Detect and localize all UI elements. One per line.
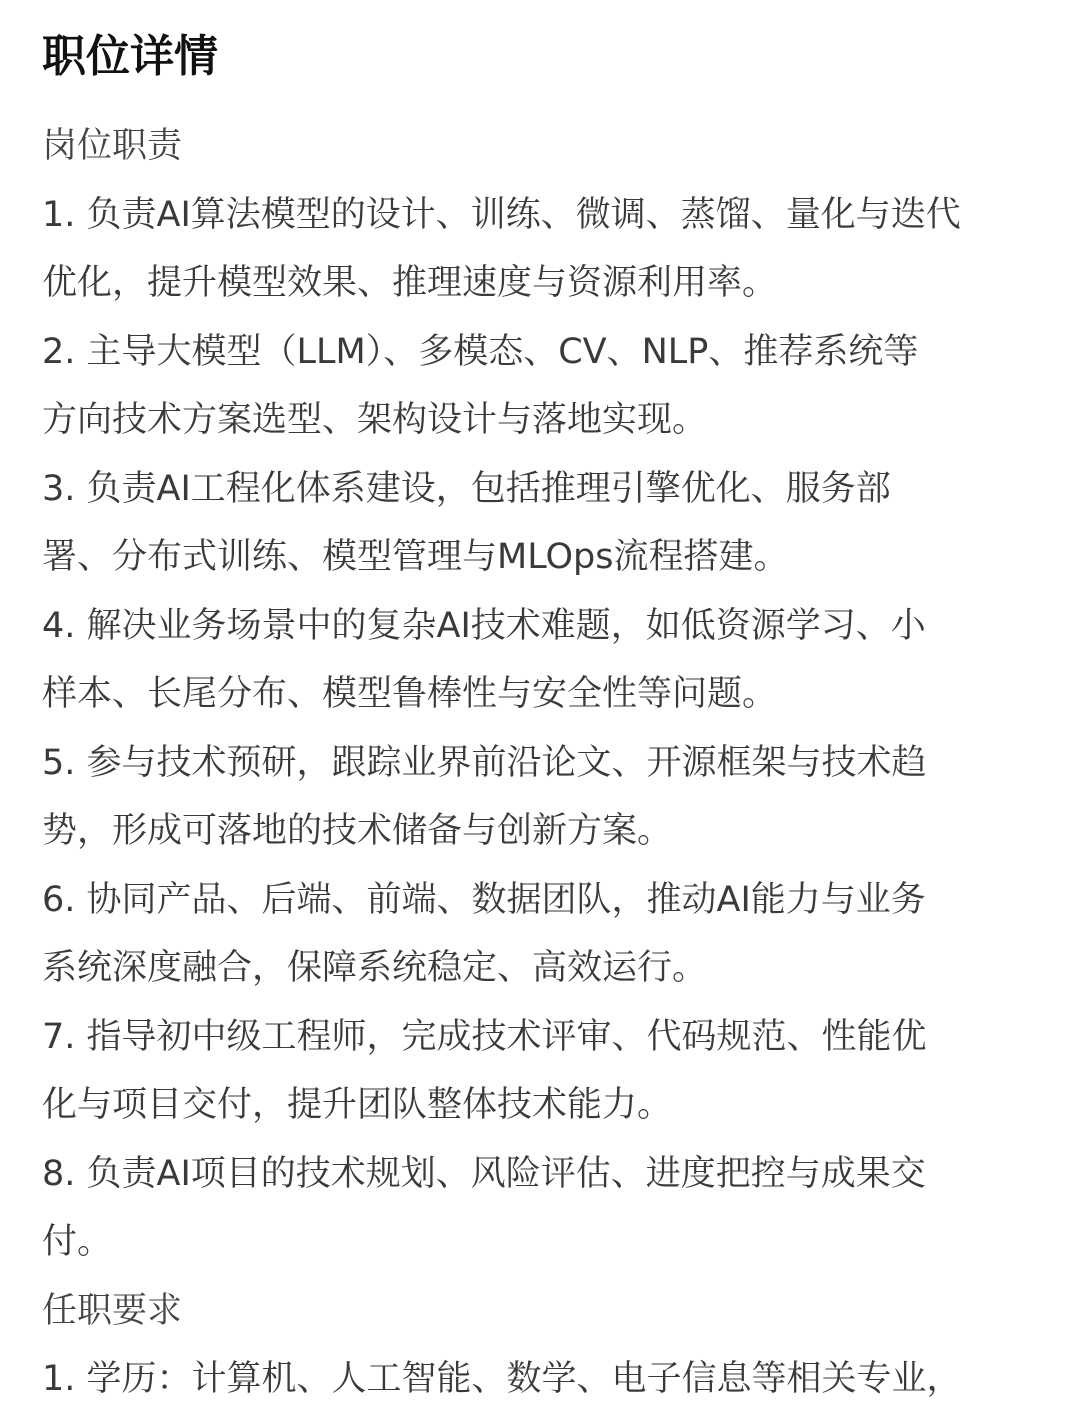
section-heading-responsibilities: 岗位职责 (42, 126, 183, 166)
responsibility-line: 1. 负责AI算法模型的设计、训练、微调、蒸馏、量化与迭代 (42, 194, 961, 235)
responsibility-line: 2. 主导大模型（LLM）、多模态、CV、NLP、推荐系统等 (42, 331, 919, 372)
job-description (42, 112, 1042, 1414)
responsibility-line: 6. 协同产品、后端、前端、数据团队，推动AI能力与业务 (42, 879, 926, 920)
responsibility-line: 5. 参与技术预研，跟踪业界前沿论文、开源框架与技术趋 (42, 742, 927, 783)
responsibility-line: 8. 负责AI项目的技术规划、风险评估、进度把控与成果交 (42, 1153, 926, 1194)
responsibility-line: 署、分布式训练、模型管理与MLOps流程搭建。 (42, 537, 789, 577)
responsibility-line: 付。 (42, 1222, 113, 1262)
section-heading-requirements: 任职要求 (42, 1290, 183, 1331)
responsibility-line: 势，形成可落地的技术储备与创新方案。 (42, 811, 673, 851)
responsibility-line: 化与项目交付，提升团队整体技术能力。 (42, 1085, 673, 1125)
responsibility-line: 样本、长尾分布、模型鲁棒性与安全性等问题。 (42, 674, 778, 714)
responsibility-line: 7. 指导初中级工程师，完成技术评审、代码规范、性能优 (42, 1016, 927, 1057)
responsibility-line: 3. 负责AI工程化体系建设，包括推理引擎优化、服务部 (42, 468, 891, 509)
page-title: 职位详情 (42, 31, 218, 82)
requirement-line: 1. 学历：计算机、人工智能、数学、电子信息等相关专业， (42, 1359, 962, 1399)
responsibility-line: 方向技术方案选型、架构设计与落地实现。 (42, 400, 708, 440)
responsibility-line: 优化，提升模型效果、推理速度与资源利用率。 (42, 263, 778, 303)
responsibility-line: 4. 解决业务场景中的复杂AI技术难题，如低资源学习、小 (42, 605, 926, 646)
responsibility-line: 系统深度融合，保障系统稳定、高效运行。 (42, 948, 708, 988)
